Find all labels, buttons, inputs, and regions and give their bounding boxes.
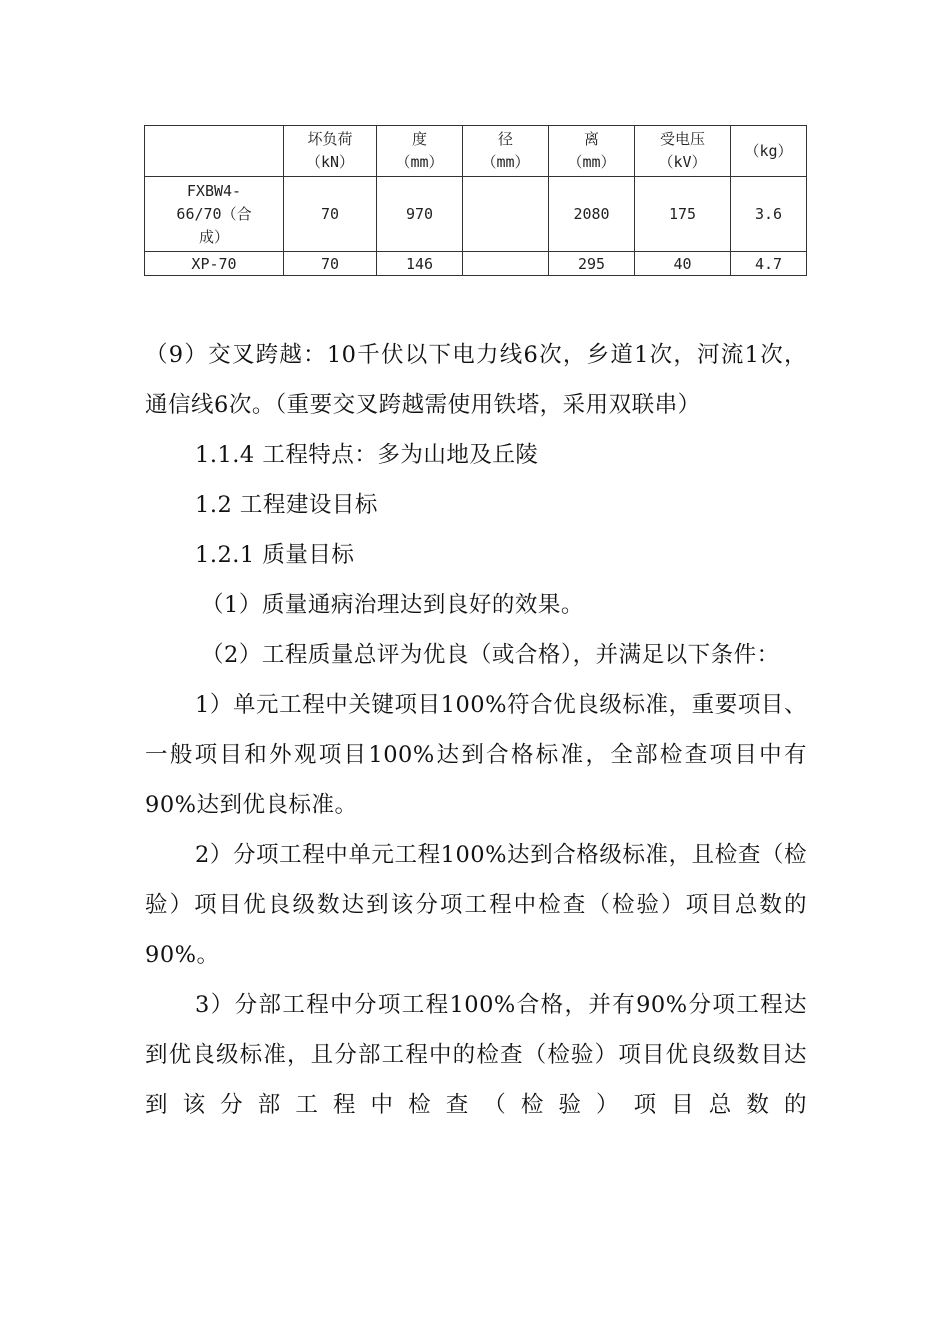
insulator-spec-table — [144, 125, 807, 276]
table-header-cell — [284, 126, 377, 177]
table-cell: 40 — [635, 252, 731, 276]
paragraph-crossings: （9）交叉跨越：10千伏以下电力线6次，乡道1次，河流1次，通信线6次。（重要交叉跨越需使用铁塔，采用双联串） — [145, 342, 807, 418]
table-cell: 175 — [635, 177, 731, 252]
table-row — [145, 252, 807, 276]
table-cell: 3.6 — [731, 177, 807, 252]
table-cell — [463, 177, 549, 252]
paragraph-condition-3: 3）分部工程中分项工程100%合格，并有90%分项工程达到优良级标准，且分部工程中的检查（检验）项目优良级数目达到该分部工程中检查（检验）项目总数的 — [145, 992, 807, 1118]
table-cell: 295 — [549, 252, 635, 276]
table-header-cell: （kg） — [731, 126, 807, 177]
paragraph-condition-1: 1）单元工程中关键项目100%符合优良级标准，重要项目、一般项目和外观项目100%达到合格标准，全部检查项目中有90%达到优良标准。 — [145, 692, 807, 818]
header-line: 径 （mm） — [481, 130, 530, 171]
table-cell: 146 — [377, 252, 463, 276]
table-cell-model: XP-70 — [145, 252, 284, 276]
header-line: 度 （mm） — [395, 130, 444, 171]
heading-quality-goals: 1.2.1 质量目标 — [195, 542, 355, 568]
table-cell-model — [145, 177, 284, 252]
table-row — [145, 177, 807, 252]
table-cell: 70 — [284, 252, 377, 276]
heading-construction-goals: 1.2 工程建设目标 — [195, 492, 378, 518]
table-cell: 4.7 — [731, 252, 807, 276]
paragraph-goal-2: （2）工程质量总评为优良（或合格），并满足以下条件： — [201, 642, 780, 668]
cell-lines: FXBW4- 66/70（合 成） — [176, 181, 252, 246]
table-header-cell — [463, 126, 549, 177]
table-cell: 2080 — [549, 177, 635, 252]
table-header-cell — [549, 126, 635, 177]
header-line: 坏负荷 （kN） — [305, 130, 355, 171]
table-cell: 70 — [284, 177, 377, 252]
body-text — [145, 330, 807, 1130]
table-header-cell — [145, 126, 284, 177]
header-line: 离 （mm） — [567, 130, 616, 171]
paragraph-goal-1: （1）质量通病治理达到良好的效果。 — [201, 592, 584, 618]
header-line: 受电压 （kV） — [658, 130, 707, 171]
heading-project-features: 1.1.4 工程特点：多为山地及丘陵 — [195, 442, 539, 468]
table-header-row — [145, 126, 807, 177]
table-header-cell — [377, 126, 463, 177]
table-header-cell — [635, 126, 731, 177]
paragraph-condition-2: 2）分项工程中单元工程100%达到合格级标准，且检查（检验）项目优良级数达到该分项工程中检查（检验）项目总数的90%。 — [145, 842, 807, 968]
table-cell: 970 — [377, 177, 463, 252]
table-cell — [463, 252, 549, 276]
